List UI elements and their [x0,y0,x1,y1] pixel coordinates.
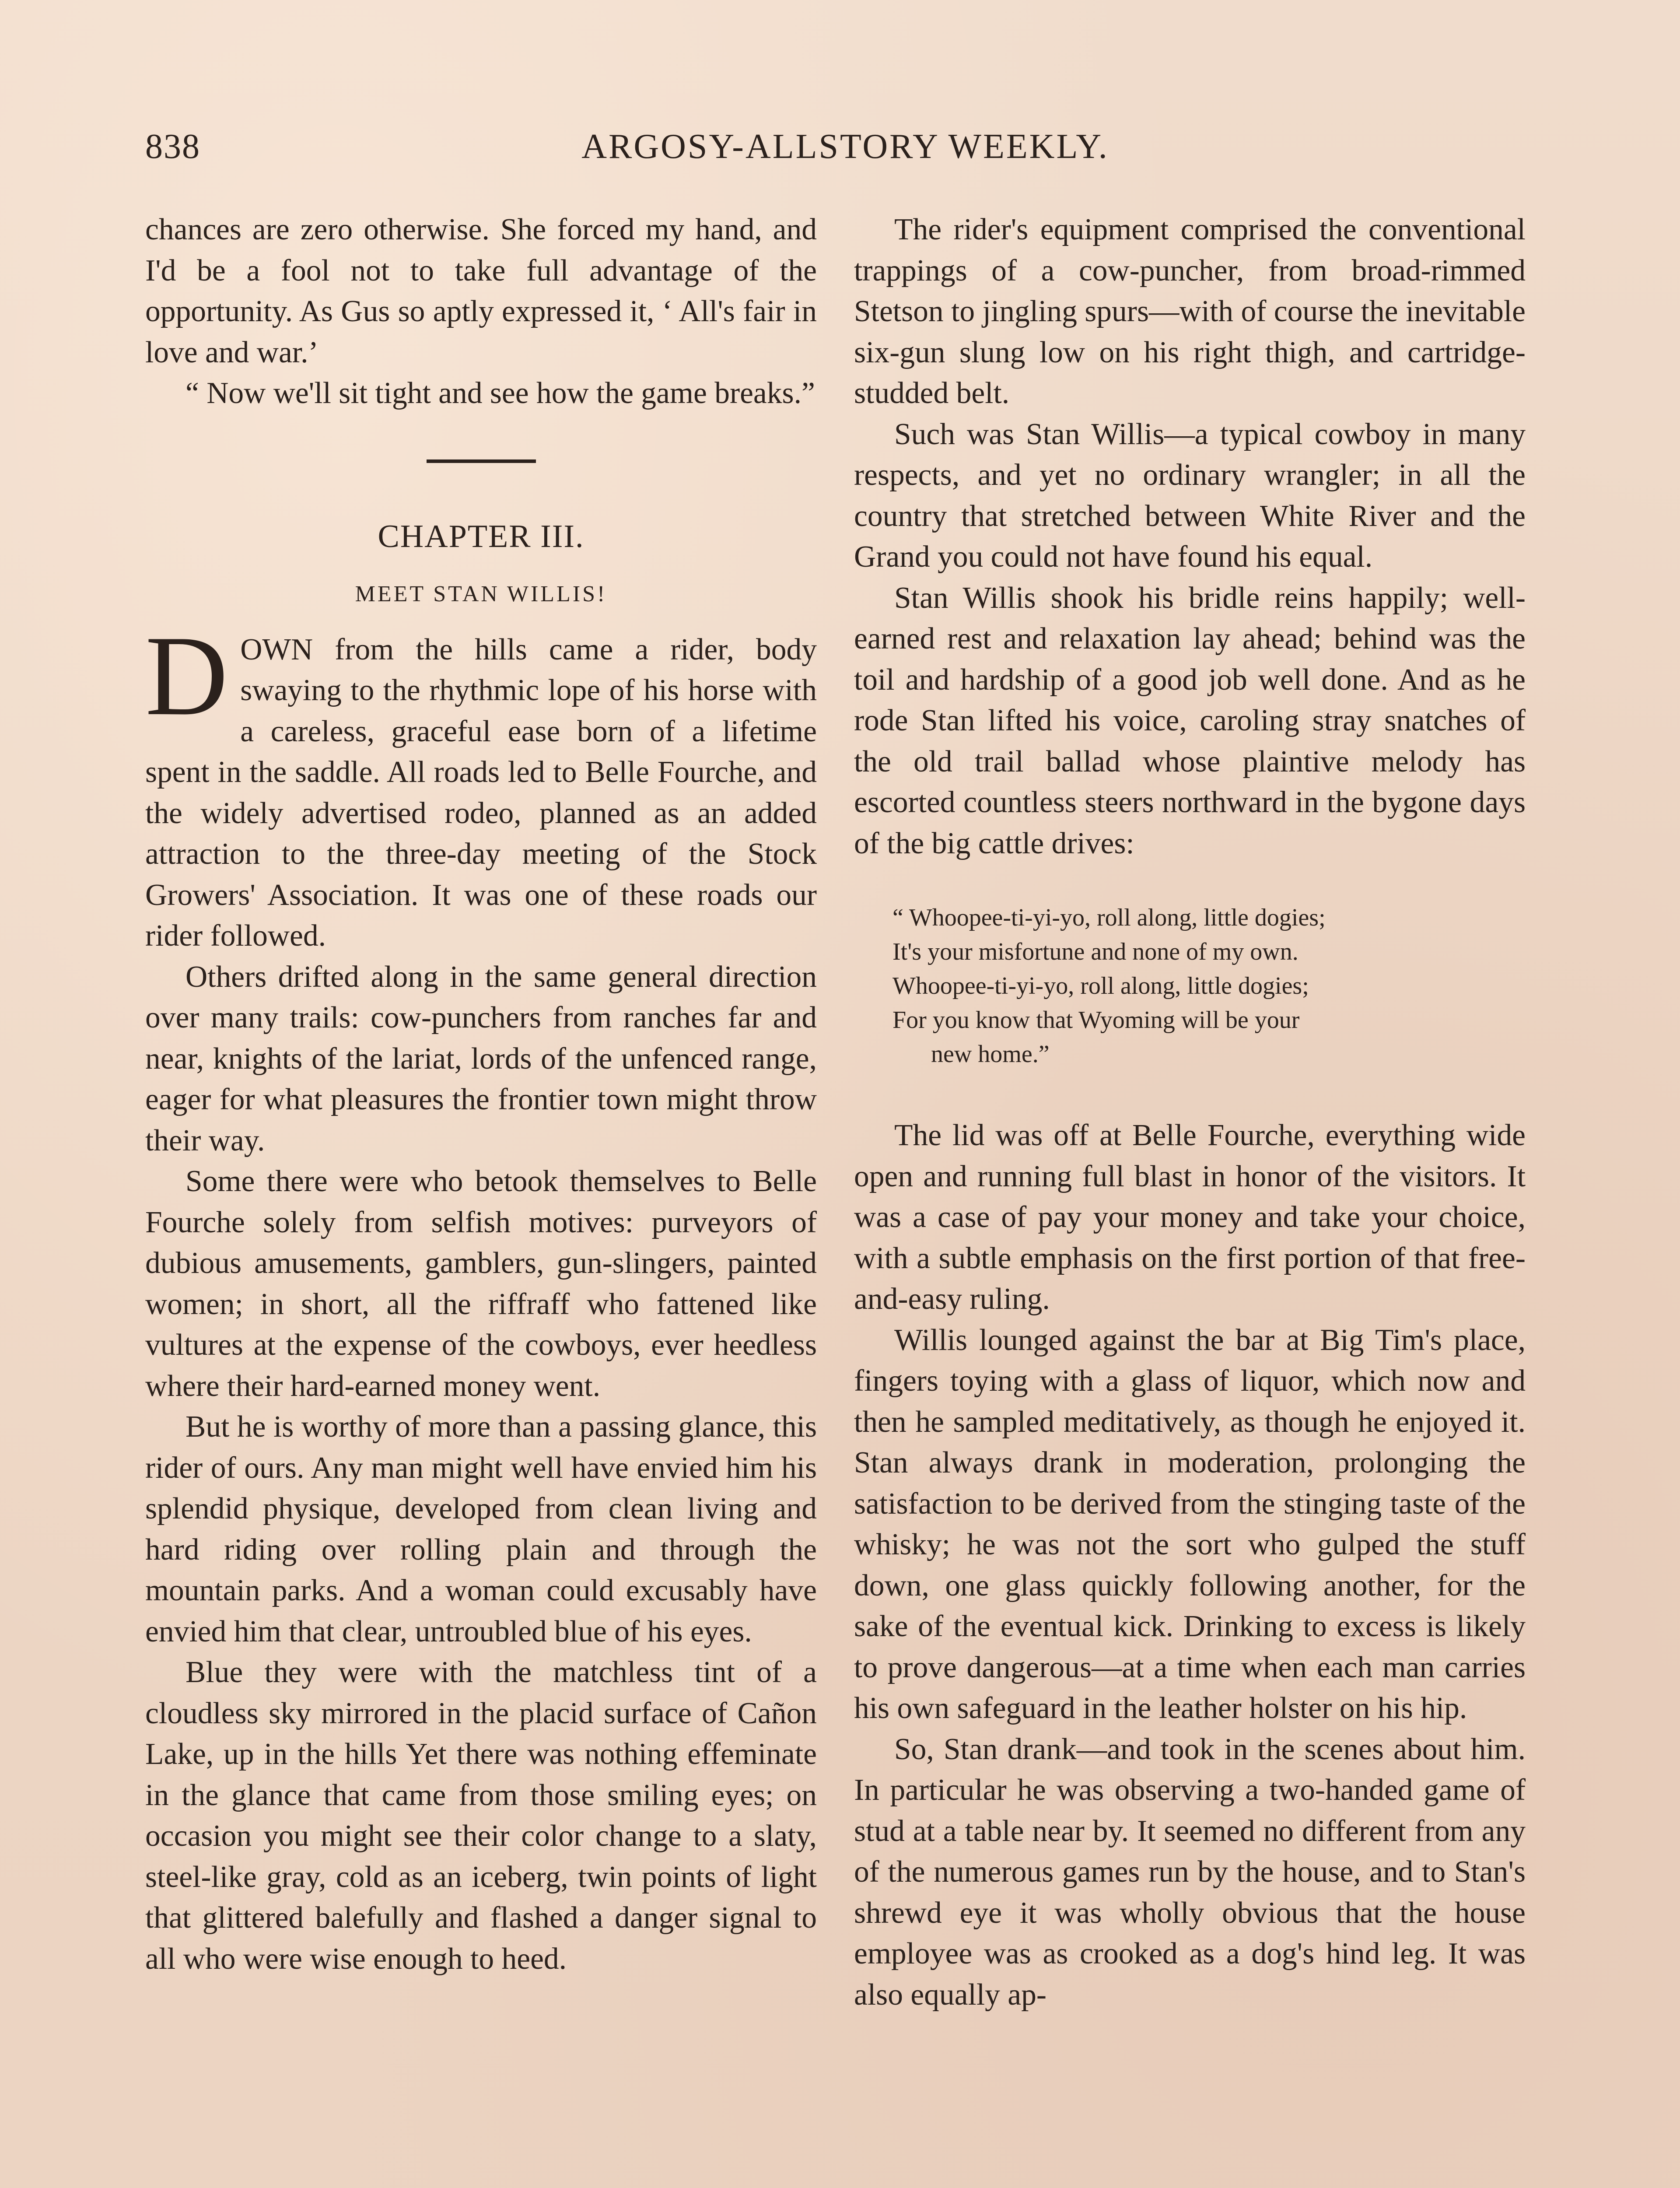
paragraph: chances are zero otherwise. She forced my hand, and I'd be a fool not to take full advantage of the opportunity. As Gus so aptly expressed it, ‘ All's fair in love and war.’ [145,213,817,369]
paragraph: So, Stan drank—and took in the scenes about him. In particular he was observing a two-handed game of stud at a table near by. It seemed no different from any of the numerous games run by the house, and to Stan's shrewd eye it was wholly obvious that the house employee was as crooked as a dog's hind leg. It was also equally ap- [854,1732,1526,2012]
drop-cap: D [145,612,228,739]
ballad-verse [892,901,1526,1071]
page-header [145,127,1545,179]
verse-line: For you know that Wyoming will be your [892,1006,1300,1034]
paragraph: “ Now we'll sit tight and see how the game breaks.” [186,376,815,410]
paragraph: The lid was off at Belle Fourche, everything wide open and running full blast in honor of the visitors. It was a case of pay your money and take your choice, with a subtle emphasis on the first portion of that free-and-easy ruling. [854,1119,1526,1316]
paragraph: Stan Willis shook his bridle reins happily; well-earned rest and relaxation lay ahead; behind was the toil and hardship of a good job well done. And as he rode Stan lifted his voice, caroling stray snatches of the old trail ballad whose plaintive melody has escorted countless steers northward in the bygone days of the big cattle drives: [854,581,1526,860]
left-column [145,209,817,1979]
right-column [854,209,1526,2015]
section-divider [427,459,536,463]
paragraph-text: OWN from the hills came a rider, body swaying to the rhythmic lope of his horse with a careless, graceful ease born of a lifetime spent in the saddle. All roads led to Belle Fourche, and the widely advertised rodeo, planned as an added attraction to the three-day meeting of the Stock Growers' Association. It was one of these roads our rider followed. [145,632,817,953]
verse-line: “ Whoopee-ti-yi-yo, roll along, little dogies; [892,904,1326,931]
chapter-title: CHAPTER III. [378,518,584,554]
verse-line: It's your misfortune and none of my own. [892,938,1298,965]
paragraph: The rider's equipment comprised the conventional trappings of a cow-puncher, from broad-rimmed Stetson to jingling spurs—with of course the inevitable six-gun slung low on his right thigh, and cartridge-studded belt. [854,213,1526,410]
paragraph: Blue they were with the matchless tint of a cloudless sky mirrored in the placid surface of Cañon Lake, up in the hills Yet there was nothing effeminate in the glance that came from those smiling eyes; on occasion you might see their color change to a slaty, steel-like gray, cold as an iceberg, twin points of light that glittered balefully and flashed a danger signal to all who were wise enough to heed. [145,1655,817,1976]
running-head: ARGOSY-ALLSTORY WEEKLY. [581,127,1109,166]
paragraph: Willis lounged against the bar at Big Tim's place, fingers toying with a glass of liquor, which now and then he sampled meditatively, as though he enjoyed it. Stan always drank in moderation, prolonging the satisfaction to be derived from the stinging taste of the whisky; he was not the sort who gulped the stuff down, one glass quickly following another, for the sake of the eventual kick. Drinking to excess is likely to prove dangerous—at a time when each man carries his own safeguard in the leather holster on his hip. [854,1323,1526,1725]
chapter-subtitle: MEET STAN WILLIS! [355,581,607,607]
paragraph: But he is worthy of more than a passing glance, this rider of ours. Any man might well have envied him his splendid physique, developed from clean living and hard riding over rolling plain and through the mountain parks. And a woman could excusably have envied him that clear, untroubled blue of his eyes. [145,1410,817,1648]
paragraph: Others drifted along in the same general direction over many trails: cow-punchers from ranches far and near, knights of the lariat, lords of the unfenced range, eager for what pleasures the frontier town might throw their way. [145,960,817,1157]
paragraph-with-drop-cap [145,612,817,957]
paragraph: Some there were who betook themselves to Belle Fourche solely from selfish motives: purveyors of dubious amusements, gamblers, gun-slingers, painted women; in short, all the riffraff who fattened like vultures at the expense of the cowboys, ever heedless where their hard-earned money went. [145,1164,817,1403]
verse-line: new home.” [931,1041,1050,1068]
verse-line: Whoopee-ti-yi-yo, roll along, little dogies; [892,972,1309,999]
page-number: 838 [145,127,200,166]
paragraph: Such was Stan Willis—a typical cowboy in many respects, and yet no ordinary wrangler; in all the country that stretched between White River and the Grand you could not have found his equal. [854,417,1526,574]
